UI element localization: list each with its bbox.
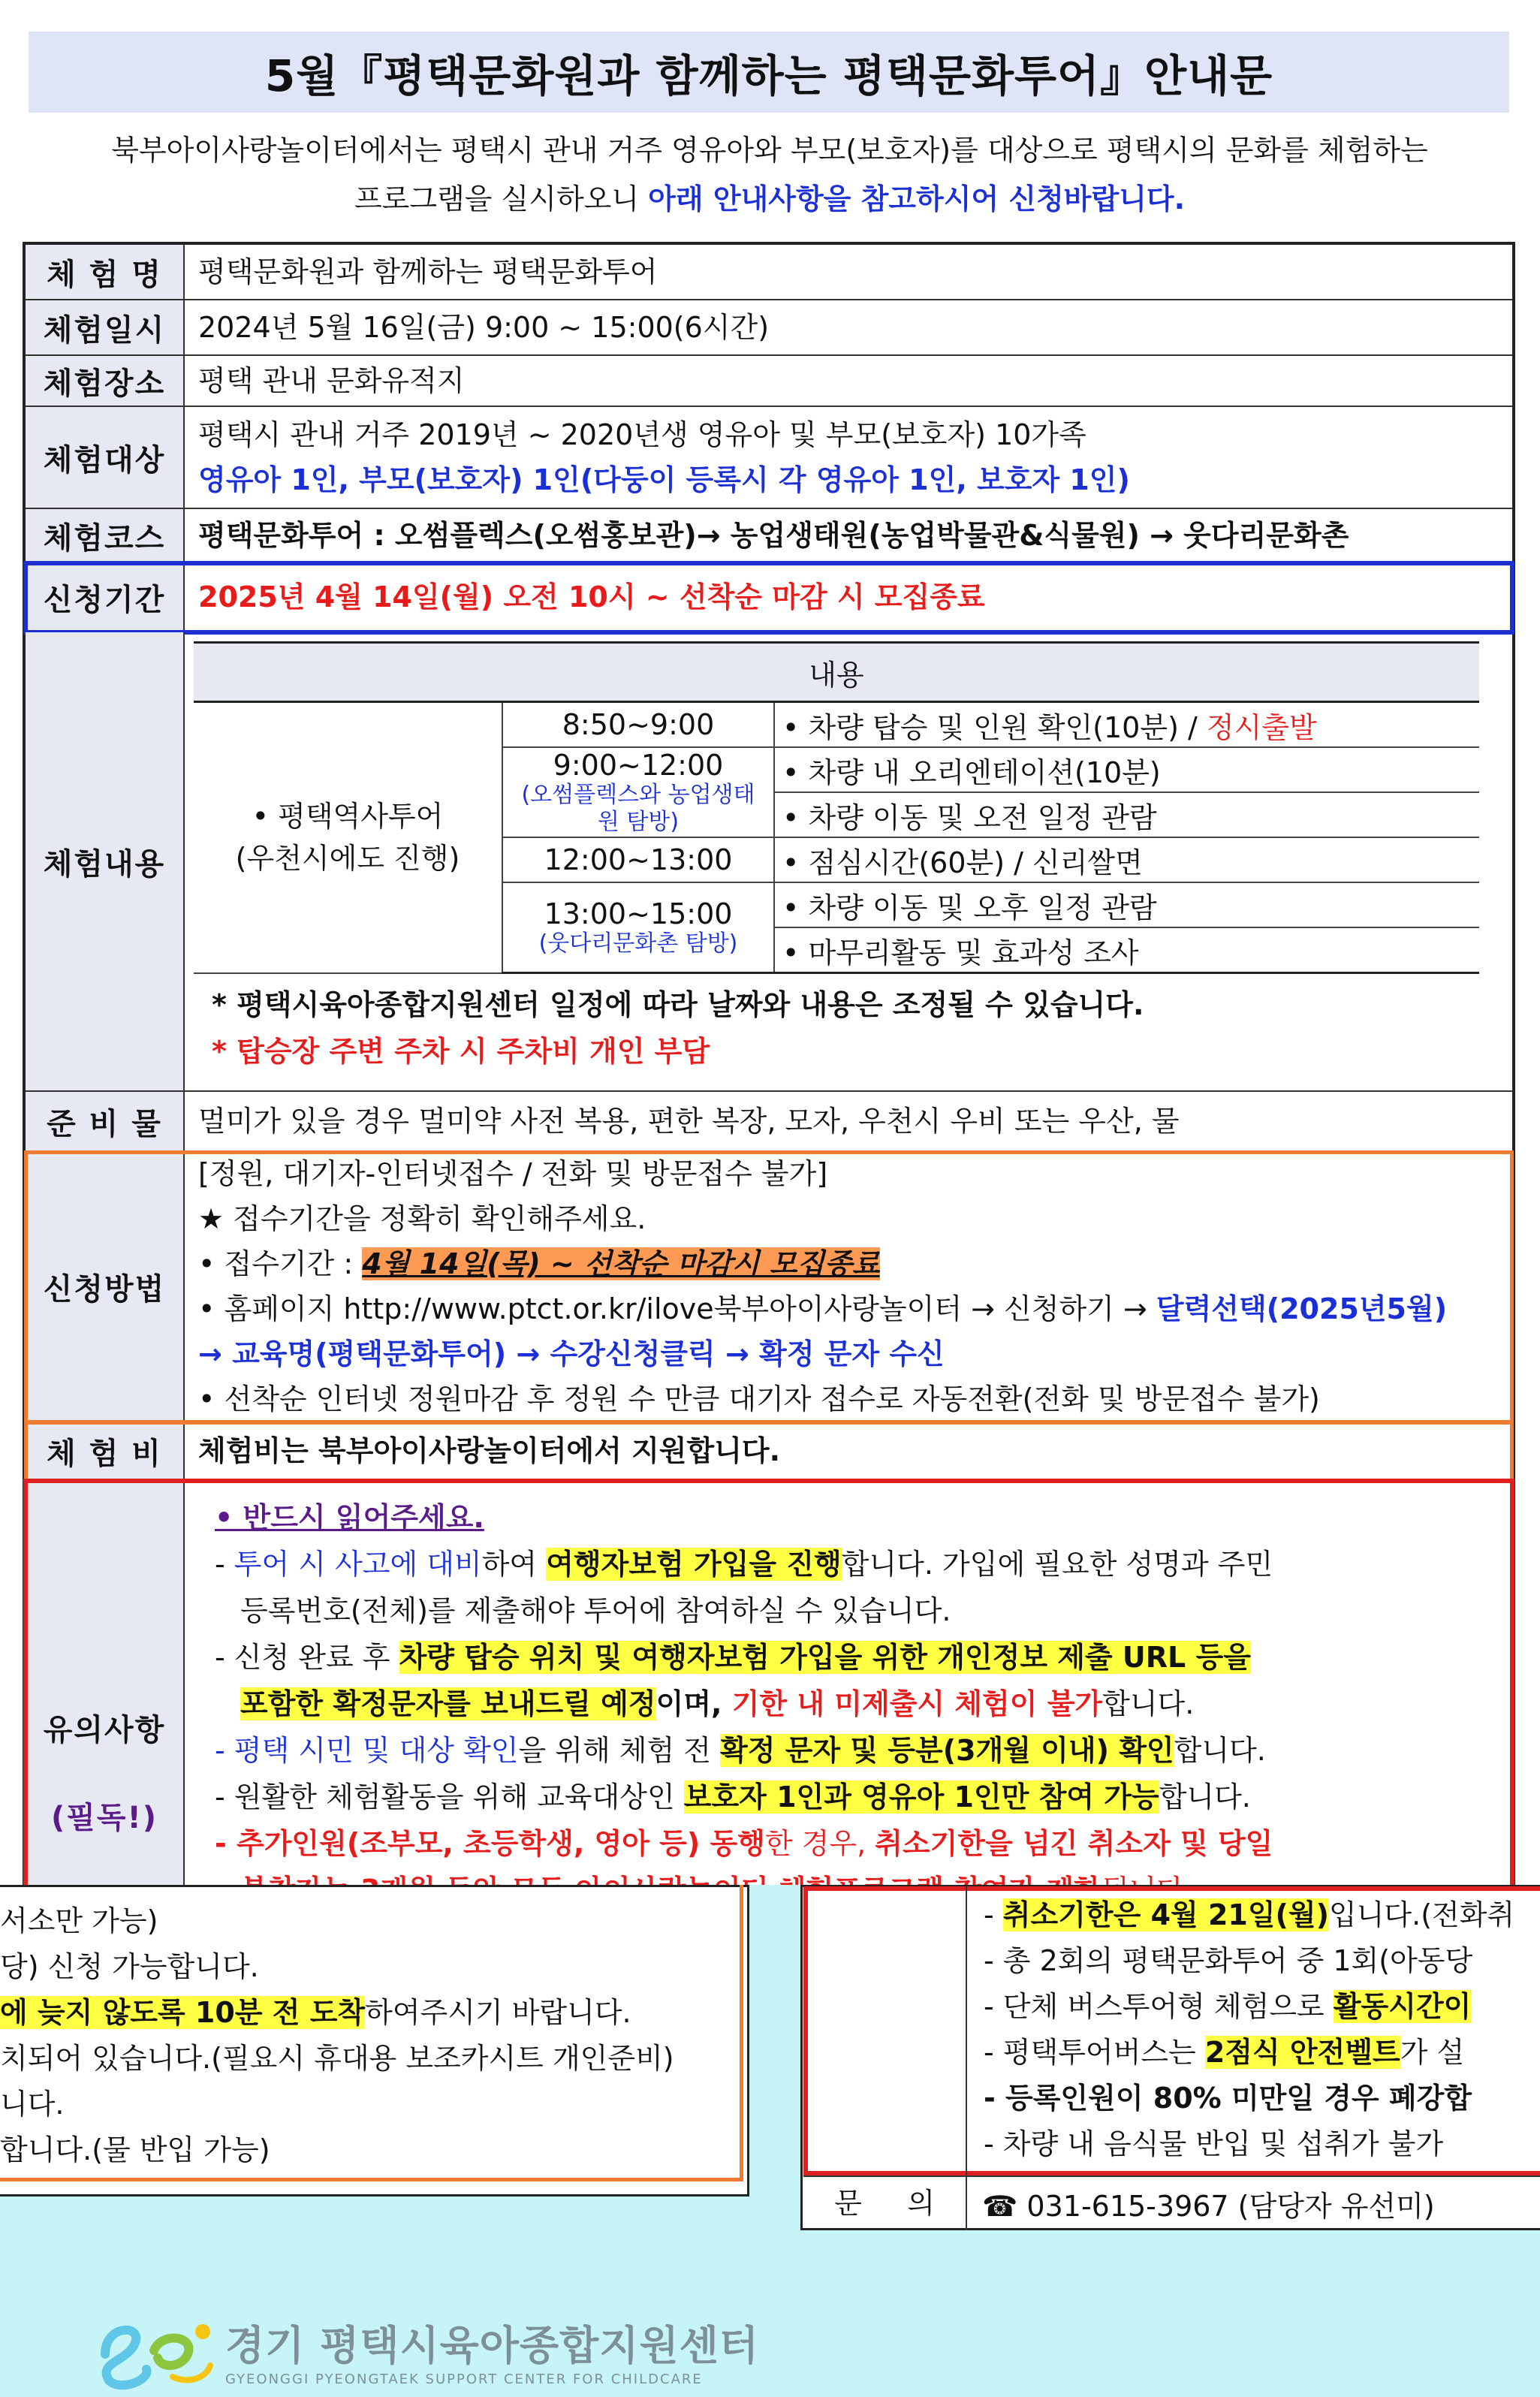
label-name: 체 험 명	[26, 245, 185, 299]
row-date	[26, 300, 1512, 356]
label-method: 신청방법	[26, 1152, 185, 1421]
value-date	[185, 300, 1512, 354]
row-place	[26, 356, 1512, 407]
row-name	[26, 245, 1512, 300]
lower-left-line-3	[0, 1990, 743, 2036]
value-course-text: 평택문화투어 : 오썸플렉스(오썸홍보관)→ 농업생태원(농업박물관&식물원) → 웃다리문화촌	[198, 519, 1349, 552]
caution-5: - 추가인원(조부모, 초등학생, 영아 등) 동행한 경우, 취소기한을 넘긴 취소자 및 당일	[215, 1827, 1273, 1860]
lower-right-label-column	[803, 1886, 967, 2175]
time-sub: (웃다리문화촌 탐방)	[538, 930, 738, 957]
lower-right-line-2: - 총 2회의 평택문화투어 중 1회(아동당	[984, 1944, 1473, 1977]
caution-3: - 평택 시민 및 대상 확인을 위해 체험 전 확정 문자 및 등분(3개월 이내) 확인합니다.	[215, 1734, 1266, 1767]
time-text: 13:00~15:00	[544, 897, 733, 930]
activity-cell: • 차량 이동 및 오전 일정 관람	[774, 792, 1479, 837]
activity-cell: • 차량 이동 및 오후 일정 관람	[774, 882, 1479, 927]
time-text: 9:00~12:00	[553, 749, 724, 782]
caution-5-mid: 한 경우,	[764, 1827, 875, 1860]
caution-1-highlight: 여행자보험 가입을 진행	[546, 1548, 842, 1581]
lower-right-highlight-4: 2점식 안전벨트	[1204, 2036, 1400, 2069]
caution-1-text: 하여	[481, 1548, 547, 1581]
value-fee-text: 체험비는 북부아이사랑놀이터에서 지원합니다.	[198, 1434, 781, 1467]
time-sub: (오썸플렉스와 농업생태원 탐방)	[521, 782, 755, 835]
caution-3-text: 을 위해 체험 전	[518, 1734, 721, 1767]
caution-1-cont: 등록번호(전체)를 제출해야 투어에 참여하실 수 있습니다.	[240, 1594, 951, 1627]
value-prep	[185, 1092, 1512, 1150]
caution-4-tail: 합니다.	[1159, 1780, 1251, 1814]
lower-right-line-3	[984, 1984, 1540, 2030]
caution-5-red: 추가인원(조부모, 초등학생, 영아 등) 동행	[237, 1827, 765, 1860]
caution-2-mid: 이며,	[655, 1687, 732, 1720]
intro-text	[15, 126, 1524, 224]
row-prep	[26, 1092, 1512, 1152]
inquiry-phone[interactable]: ☎ 031-615-3967 (담당자 유선미)	[982, 2189, 1435, 2223]
caution-1: - 투어 시 사고에 대비하여 여행자보험 가입을 진행합니다. 가입에 필요한 성명과 주민	[215, 1548, 1273, 1581]
label-content: 체험내용	[26, 632, 185, 1090]
lower-right-line-6: - 차량 내 음식물 반입 및 섭취가 불가	[984, 2127, 1444, 2160]
lower-left-line-2: 당) 신청 가능합니다.	[0, 1950, 259, 1983]
label-prep: 준 비 물	[26, 1092, 185, 1150]
row-method	[26, 1152, 1512, 1422]
value-course	[185, 509, 1512, 562]
footer-org-english: GYEONGGI PYEONGTAEK SUPPORT CENTER FOR CHILDCARE	[225, 2371, 703, 2387]
row-period	[26, 563, 1512, 632]
method-line-4	[198, 1286, 1499, 1331]
lower-left-line-5: 니다.	[0, 2088, 65, 2121]
lower-right-dash: -	[984, 1898, 1003, 1931]
schedule-row	[194, 702, 1479, 748]
label-period: 신청기간	[26, 563, 185, 631]
footer-org	[225, 2314, 759, 2387]
caution-2	[215, 1634, 1499, 1681]
label-caution	[26, 1481, 185, 1901]
content-note-2: * 탑승장 주변 주차 시 주차비 개인 부담	[212, 1035, 710, 1068]
value-prep-text: 멀미가 있을 경우 멀미약 사전 복용, 편한 복장, 모자, 우천시 우비 또는 우산, 물	[198, 1105, 1180, 1138]
method-line-3	[198, 1241, 1499, 1286]
lower-right-tail-1: 입니다.(전화취	[1328, 1898, 1515, 1931]
time-cell	[502, 882, 774, 973]
lower-left-line-1: 서소만 가능)	[0, 1904, 158, 1937]
intro-line-2-emphasis: 아래 안내사항을 참고하시어 신청바랍니다.	[648, 182, 1186, 216]
program-cell	[194, 702, 502, 973]
activity-cell: • 차량 내 오리엔테이션(10분)	[774, 747, 1479, 792]
method-period-label: • 접수기간 :	[198, 1247, 363, 1280]
caution-2-red: 기한 내 미제출시 체험이 불가	[731, 1687, 1103, 1720]
caution-5-red-2: 취소기한을 넘긴 취소자 및 당일	[875, 1827, 1273, 1860]
value-name	[185, 245, 1512, 299]
value-target-line2: 영유아 1인, 부모(보호자) 1인(다둥이 등록시 각 영유아 1인, 보호자 1인)	[198, 463, 1130, 496]
intro-line-2-plain: 프로그램을 실시하오니	[354, 182, 649, 216]
caution-4-text: - 원활한 체험활동을 위해 교육대상인	[215, 1780, 684, 1814]
lower-right-text	[984, 1892, 1540, 2167]
caution-2-text: - 신청 완료 후	[215, 1641, 399, 1674]
method-line-6: • 선착순 인터넷 정원마감 후 정원 수 만큼 대기자 접수로 자동전환(전화 및 방문접수 불가)	[198, 1382, 1320, 1416]
info-table	[23, 242, 1515, 1904]
value-target	[185, 407, 1512, 508]
caution-2-tail: 합니다.	[1102, 1687, 1195, 1720]
content-note-1: * 평택시육아종합지원센터 일정에 따라 날짜와 내용은 조정될 수 있습니다.	[212, 988, 1144, 1021]
intro-line-2	[15, 175, 1524, 224]
lower-right-text-4: - 평택투어버스는	[984, 2036, 1205, 2069]
caution-4	[215, 1774, 1499, 1820]
schedule-header-row	[194, 643, 1479, 702]
value-place-text: 평택 관내 문화유적지	[198, 364, 465, 397]
label-date: 체험일시	[26, 300, 185, 354]
row-caution	[26, 1481, 1512, 1901]
value-caution	[185, 1481, 1512, 1901]
lower-left-line-6: 합니다.(물 반입 가능)	[0, 2133, 270, 2166]
label-caution-must-read: (필독!)	[50, 1801, 158, 1835]
row-content	[26, 632, 1512, 1092]
lower-right-line-1	[984, 1892, 1540, 1938]
lower-left-line-4: 치되어 있습니다.(필요시 휴대용 보조카시트 개인준비)	[0, 2042, 674, 2075]
inquiry-label: 문 의	[803, 2176, 967, 2230]
label-course: 체험코스	[26, 509, 185, 562]
method-line-5: → 교육명(평택문화투어) → 수강신청클릭 → 확정 문자 수신	[198, 1337, 945, 1370]
value-place	[185, 356, 1512, 406]
lower-right-highlight-3: 활동시간이	[1333, 1990, 1472, 2023]
row-target	[26, 407, 1512, 509]
method-homepage[interactable]: • 홈페이지 http://www.ptct.or.kr/ilove북부아이사랑놀이터 → 신청하기 →	[198, 1292, 1156, 1325]
value-name-text: 평택문화원과 함께하는 평택문화투어	[198, 255, 658, 288]
lower-left-tail: 하여주시기 바랍니다.	[365, 1996, 631, 2029]
value-method	[185, 1152, 1512, 1421]
caution-2-highlight-2: 포함한 확정문자를 보내드릴 예정	[240, 1687, 656, 1720]
lower-left-text	[0, 1898, 743, 2173]
intro-line-1: 북부아이사랑놀이터에서는 평택시 관내 거주 영유아와 부모(보호자)를 대상으로 평택시의 문화를 체험하는	[111, 134, 1428, 167]
footer-logo	[90, 2309, 759, 2392]
row-fee	[26, 1422, 1512, 1481]
lower-right-line-4	[984, 2030, 1540, 2076]
row-course	[26, 509, 1512, 563]
caution-3-highlight: 확정 문자 및 등분(3개월 이내) 확인	[720, 1734, 1174, 1767]
program-note: (우천시에도 진행)	[235, 842, 460, 876]
lower-right-line-5: - 등록인원이 80% 미만일 경우 폐강합	[984, 2082, 1472, 2115]
caution-1-tail: 합니다. 가입에 필요한 성명과 주민	[841, 1548, 1273, 1581]
activity-cell	[774, 702, 1479, 748]
lower-right-tail-4: 가 설	[1400, 2036, 1465, 2069]
value-fee	[185, 1422, 1512, 1479]
content-notes	[185, 981, 1512, 1075]
activity-cell: • 마무리활동 및 효과성 조사	[774, 927, 1479, 973]
caution-2-highlight: 차량 탑승 위치 및 여행자보험 가입을 위한 개인정보 제출 URL 등을	[399, 1641, 1251, 1674]
method-line-2: ★ 접수기간을 정확히 확인해주세요.	[198, 1202, 646, 1235]
activity-text: • 차량 탑승 및 인원 확인(10분) /	[782, 710, 1207, 744]
lower-left-highlight: 에 늦지 않도록 10분 전 도착	[0, 1996, 366, 2029]
schedule-table	[194, 641, 1479, 974]
label-caution-text: 유의사항	[43, 1713, 166, 1747]
program-name: • 평택역사투어	[252, 800, 444, 834]
activity-cell: • 점심시간(60분) / 신리쌀면	[774, 837, 1479, 882]
time-cell: 8:50~9:00	[502, 702, 774, 748]
caution-3-tail: 합니다.	[1174, 1734, 1266, 1767]
method-period-value: 4월 14일(목) ~ 선착순 마감시 모집종료	[362, 1247, 880, 1280]
value-period-text: 2025년 4월 14일(월) 오전 10시 ~ 선착순 마감 시 모집종료	[198, 580, 985, 614]
method-line-1: [정원, 대기자-인터넷접수 / 전화 및 방문접수 불가]	[198, 1157, 828, 1190]
inquiry-row	[803, 2175, 1540, 2230]
value-content	[185, 632, 1512, 1090]
value-period	[185, 563, 1512, 631]
value-date-text: 2024년 5월 16일(금) 9:00 ~ 15:00(6시간)	[198, 311, 770, 344]
caution-2-cont	[215, 1681, 1499, 1727]
childcare-logo-icon	[90, 2309, 218, 2392]
caution-4-highlight: 보호자 1인과 영유아 1인만 참여 가능	[683, 1780, 1159, 1814]
footer-org-korean: 경기 평택시육아종합지원센터	[225, 2322, 759, 2369]
caution-1-blue: 투어 시 사고에 대비	[234, 1548, 482, 1581]
method-calendar: 달력선택(2025년5월)	[1156, 1292, 1448, 1325]
caution-3-blue: 평택 시민 및 대상 확인	[234, 1734, 519, 1767]
lower-right-highlight-1: 취소기한은 4월 21일(월)	[1002, 1898, 1329, 1931]
activity-emphasis: 정시출발	[1206, 710, 1317, 744]
schedule-header: 내용	[194, 643, 1479, 702]
label-fee: 체 험 비	[26, 1422, 185, 1479]
lower-right-text-3: - 단체 버스투어형 체험으로	[984, 1990, 1334, 2023]
label-place: 체험장소	[26, 356, 185, 406]
caution-head: • 반드시 읽어주세요.	[215, 1501, 484, 1534]
label-target: 체험대상	[26, 407, 185, 508]
time-cell	[502, 747, 774, 837]
page-title: 5월『평택문화원과 함께하는 평택문화투어』안내문	[29, 32, 1509, 113]
time-cell: 12:00~13:00	[502, 837, 774, 882]
value-target-line1: 평택시 관내 거주 2019년 ~ 2020년생 영유아 및 부모(보호자) 10가족	[198, 418, 1086, 451]
